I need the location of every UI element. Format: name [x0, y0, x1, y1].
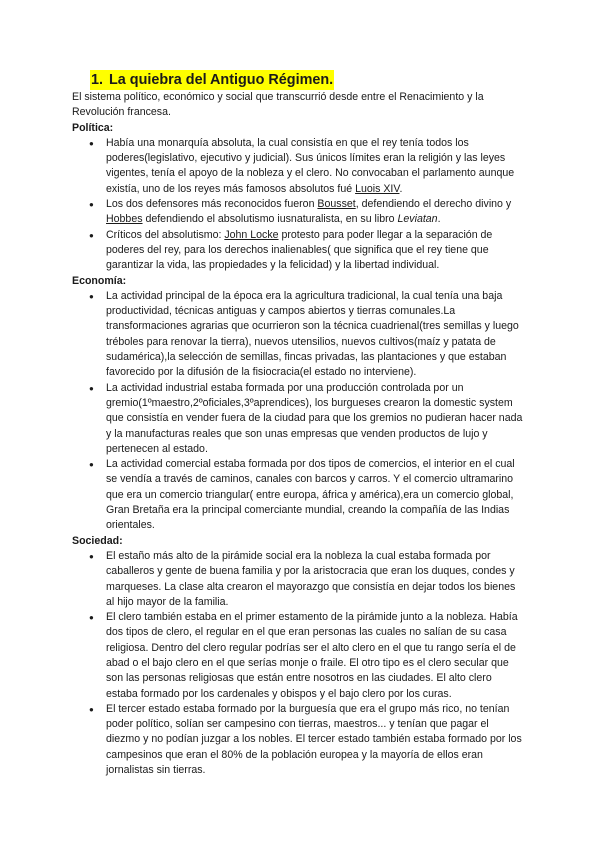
john-locke-link[interactable]: John Locke	[224, 228, 279, 241]
section-heading	[90, 70, 334, 90]
luois-xiv-link[interactable]: Luois XIV	[355, 182, 400, 195]
intro-paragraph: El sistema político, económico y social que transcurrió desde entre el Renacimiento y la Revolución francesa.	[72, 91, 484, 119]
heading-number: 1.	[91, 72, 104, 88]
politica-heading: Política:	[72, 121, 114, 134]
list-item: ● El estaño más alto de la pirámide social era la nobleza la cual estaba formada por caballeros y gente de buena familia y por la aristocracia que eran los duques, condes y marqueses. La clase alta crearon el mayorazgo que consistía en dejar todos los bienes al hijo mayor de la familia.	[72, 549, 524, 610]
list-item: ● La actividad comercial estaba formada por dos tipos de comercios, el interior en el cual se vendía a través de caminos, canales con barcos y carros. Y el comercio ultramarino que era un comercio triangular( entre europa, áfrica y américa),era un comercio global, Gran Bretaña era la principal comerciante mundial, creando la compañía de las Indias orientales.	[72, 457, 524, 533]
economia-heading: Economía:	[72, 274, 127, 287]
economia-list	[72, 289, 524, 534]
list-item: ● Había una monarquía absoluta, la cual consistía en que el rey tenía todos los poderes(legislativo, ejecutivo y judicial). Sus únicos límites eran la religión y las leyes vigentes, tenía el apoyo de la nobleza y el clero. No convocaban el parlamento aunque existía, uno de los reyes más famosos absolutos fué Luois XIV.	[72, 136, 524, 197]
sociedad-list	[72, 549, 524, 778]
list-item: ● Los dos defensores más reconocidos fueron Bousset, defendiendo el derecho divino y Hobbes defendiendo el absolutismo iusnaturalista, en su libro Leviatan.	[72, 197, 524, 228]
document-page	[72, 70, 524, 778]
list-item: ● La actividad industrial estaba formada por una producción controlada por un gremio(1ºmaestro,2ºoficiales,3ºaprendices), los burgueses crearon la domestic system que consistía en vender fuera de la ciudad para que los gremios no pudieran hacer nada y la manufacturas reales que son unas empresas que venden productos de lujo y pertenecen al estado.	[72, 381, 524, 457]
list-item: ● El tercer estado estaba formado por la burguesía que era el grupo más rico, no tenían poder político, solían ser campesino con tierras, maestros... y tenían que pagar el diezmo y no podían juzgar a los nobles. El tercer estado también estaba formado por los campesinos que eran el 80% de la población europea y la mayoría de ellos eran jornalistas sin tierras.	[72, 702, 524, 778]
bousset-link[interactable]: Bousset	[317, 198, 356, 211]
list-item: ● Críticos del absolutismo: John Locke protesto para poder llegar a la separación de poderes del rey, para los derechos inalienables( que significa que el rey tiene que garantizar la vida, las propiedades y la felicidad) y la libertad individual.	[72, 228, 524, 274]
hobbes-link[interactable]: Hobbes	[106, 213, 143, 226]
sociedad-heading: Sociedad:	[72, 534, 123, 547]
politica-list	[72, 136, 524, 274]
leviatan-title: Leviatan	[397, 213, 438, 226]
list-item: ● El clero también estaba en el primer estamento de la pirámide junto a la nobleza. Había dos tipos de clero, el regular en el que eran personas las cuales no salían de su casa religiosa. Dentro del clero regular podrías ser el alto clero en el que tu rango sería el de abad o el bajo clero en el que serías monje o fraile. El otro tipo es el clero secular que son las personas religiosas que están entre nosotros en las ciudades. El alto clero estaba formado por los cardenales y obispos y el bajo clero por los curas.	[72, 610, 524, 702]
list-item: ● La actividad principal de la época era la agricultura tradicional, la cual tenía una baja productividad, técnicas antiguas y campos abiertos y tierras comunales.La transformaciones agrarias que ocurrieron son la técnica cuadrienal(tres semillas y luego tréboles para renovar la tierra), nuevos utensilios, nuevos cultivos(maíz y patata de sudamérica),la selección de semillas, fincas privadas, las plantaciones y que estaban favorecido por la difusión de la fisiocracia(el estado no interviene).	[72, 289, 524, 381]
heading-title: La quiebra del Antiguo Régimen.	[109, 72, 334, 88]
